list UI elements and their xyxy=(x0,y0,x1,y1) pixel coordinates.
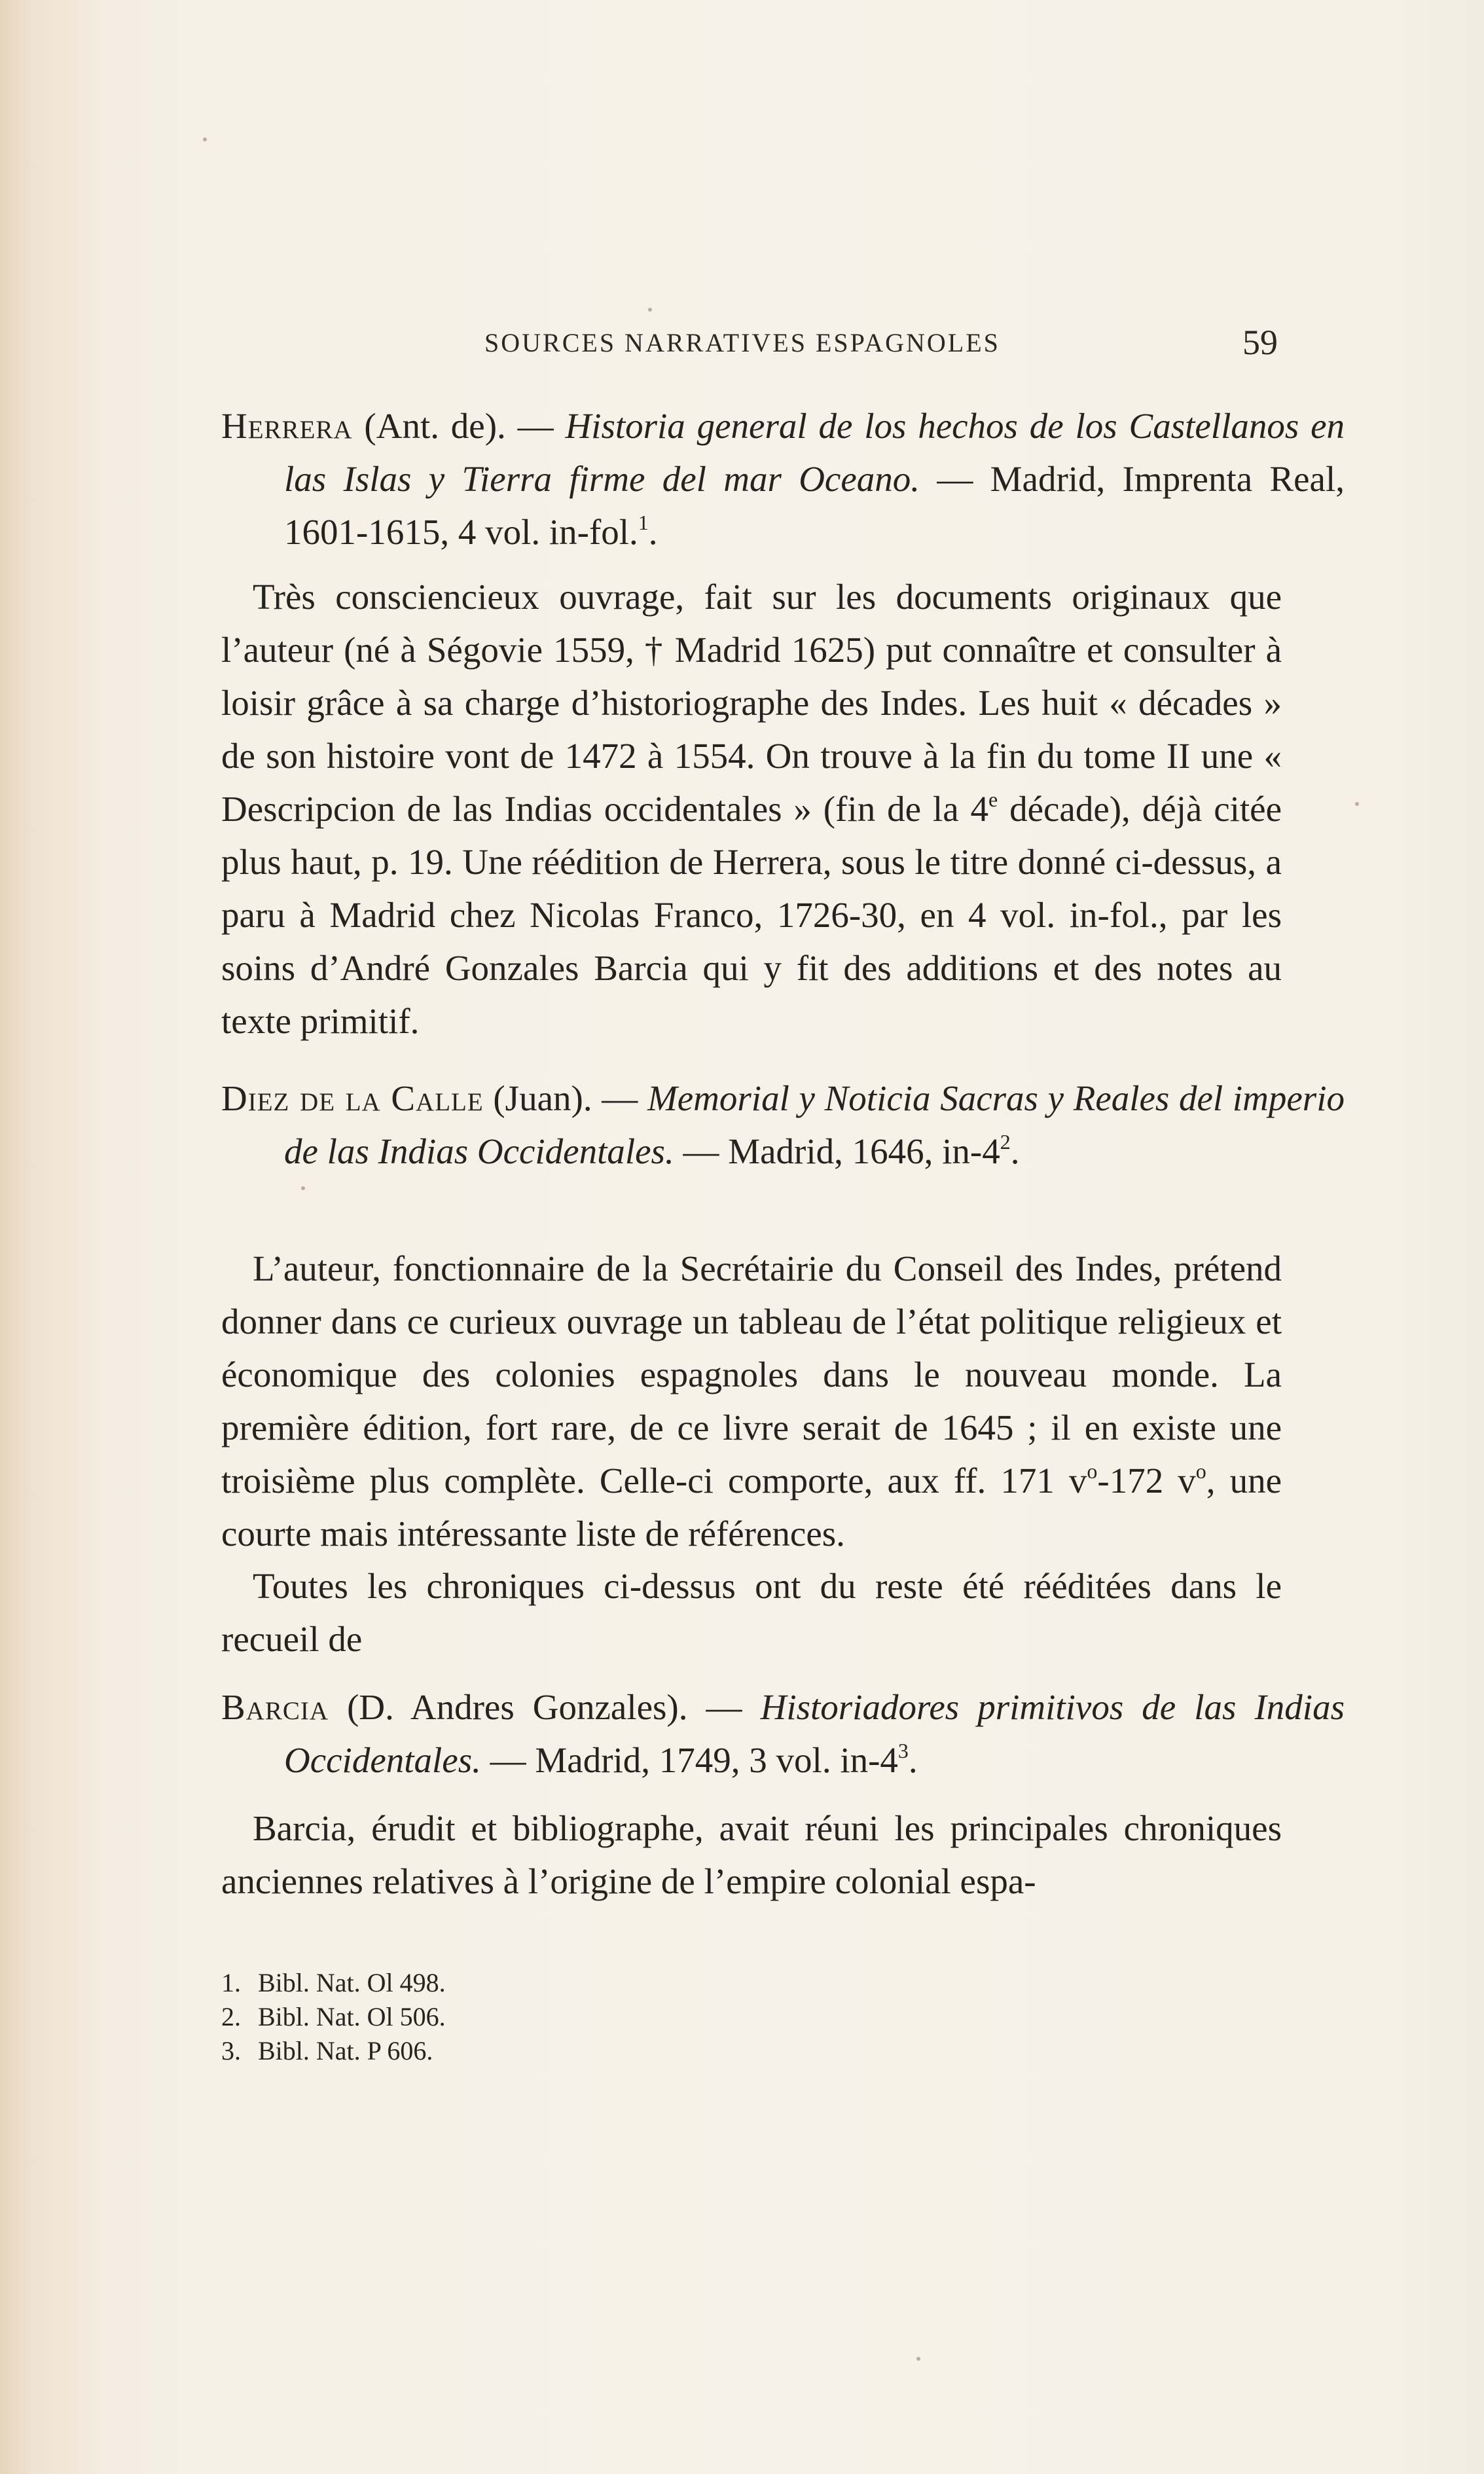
paragraph-text: Barcia, érudit et bibliographe, avait réuni les principales chroniques anciennes relatives à l’origine de l’empire colonial espa- xyxy=(221,1808,1282,1901)
paper-speck xyxy=(916,2357,920,2361)
work-title: Historiadores primitivos de las Indias Occidentales. xyxy=(284,1687,1345,1780)
author-detail: (Ant. de). — xyxy=(352,406,566,446)
author-name: Barcia xyxy=(221,1687,329,1727)
footnote-text: Bibl. Nat. P 606. xyxy=(258,2036,433,2065)
author-name: Herrera xyxy=(221,406,353,446)
imprint: — Madrid, Imprenta Real, 1601-1615, 4 vol. in-fol. xyxy=(284,459,1345,552)
paragraph-text: décade), déjà citée plus haut, p. 19. Une réédition de Herrera, sous le titre donné ci-dessus, a paru à Madrid chez Nicolas Franco, 1726-30, en 4 vol. in-fol., par les soins d’André Gonzales Barcia qui y fit des additions et des notes au texte primitif. xyxy=(221,789,1282,1041)
footnote-text: Bibl. Nat. Ol 506. xyxy=(258,2002,446,2031)
footnotes xyxy=(221,1966,446,2068)
paper-speck xyxy=(203,137,207,141)
footnote-number: 2. xyxy=(221,2002,241,2031)
running-title: SOURCES NARRATIVES ESPAGNOLES xyxy=(484,328,1000,357)
superscript: o xyxy=(1087,1459,1098,1483)
paragraph-text: Très consciencieux ouvrage, fait sur les documents originaux que l’auteur (né à Ségovie 1559, † Madrid 1625) put connaître et consulter à loisir grâce à sa charge d’historiographe des Indes. Les huit « décades » de son histoire vont de 1472 à 1554. On trouve à la fin du tome II une « Descripcion de las Indias occidentales » (fin de la 4 xyxy=(221,577,1282,829)
ordinal-suffix: e xyxy=(988,788,998,811)
paper-speck xyxy=(1355,802,1359,806)
footnote-2 xyxy=(221,2000,446,2034)
footnote-ref: 2 xyxy=(1000,1130,1011,1154)
work-title: Memorial y Noticia Sacras y Reales del imperio de las Indias Occidentales. xyxy=(284,1078,1345,1171)
author-detail: (D. Andres Gonzales). — xyxy=(329,1687,761,1727)
commentary-herrera xyxy=(221,570,1282,1047)
punctuation: . xyxy=(1010,1131,1020,1171)
footnote-text: Bibl. Nat. Ol 498. xyxy=(258,1968,446,1997)
footnote-number: 1. xyxy=(221,1968,241,1997)
paragraph-text: -172 v xyxy=(1097,1461,1196,1501)
footnote-3 xyxy=(221,2034,446,2068)
commentary-diez-de-la-calle xyxy=(221,1242,1282,1560)
paragraph-text: Toutes les chroniques ci-dessus ont du reste été rééditées dans le recueil de xyxy=(221,1566,1282,1659)
paragraph-text: , une courte mais intéressante liste de références. xyxy=(221,1461,1282,1554)
paper-speck xyxy=(648,308,652,312)
footnote-ref: 3 xyxy=(897,1739,909,1762)
bibliographic-entry-herrera xyxy=(221,399,1345,558)
work-title: Historia general de los hechos de los Castellanos en las Islas y Tierra firme del mar Oceano. xyxy=(284,406,1345,499)
footnote-1 xyxy=(221,1966,446,2000)
transition-paragraph xyxy=(221,1559,1282,1665)
footnote-number: 3. xyxy=(221,2036,241,2065)
author-detail: (Juan). — xyxy=(483,1078,647,1118)
paragraph-text: L’auteur, fonctionnaire de la Secrétairie du Conseil des Indes, prétend donner dans ce curieux ouvrage un tableau de l’état politique religieux et économique des colonies espagnoles dans le nouveau monde. La première édition, fort rare, de ce livre serait de 1645 ; il en existe une troisième plus complète. Celle-ci comporte, aux ff. 171 v xyxy=(221,1248,1282,1501)
imprint: — Madrid, 1749, 3 vol. in-4 xyxy=(480,1740,898,1780)
author-name: Diez de la Calle xyxy=(221,1078,484,1118)
paper-speck xyxy=(301,1186,305,1190)
imprint: — Madrid, 1646, in-4 xyxy=(674,1131,1000,1171)
punctuation: . xyxy=(908,1740,918,1780)
footnote-ref: 1 xyxy=(638,511,649,534)
running-head xyxy=(223,323,1278,367)
bibliographic-entry-barcia xyxy=(221,1681,1345,1787)
superscript: o xyxy=(1195,1459,1206,1483)
punctuation: . xyxy=(648,512,658,552)
page-number: 59 xyxy=(1242,323,1278,362)
commentary-barcia xyxy=(221,1802,1282,1908)
bibliographic-entry-diez-de-la-calle xyxy=(221,1072,1345,1178)
